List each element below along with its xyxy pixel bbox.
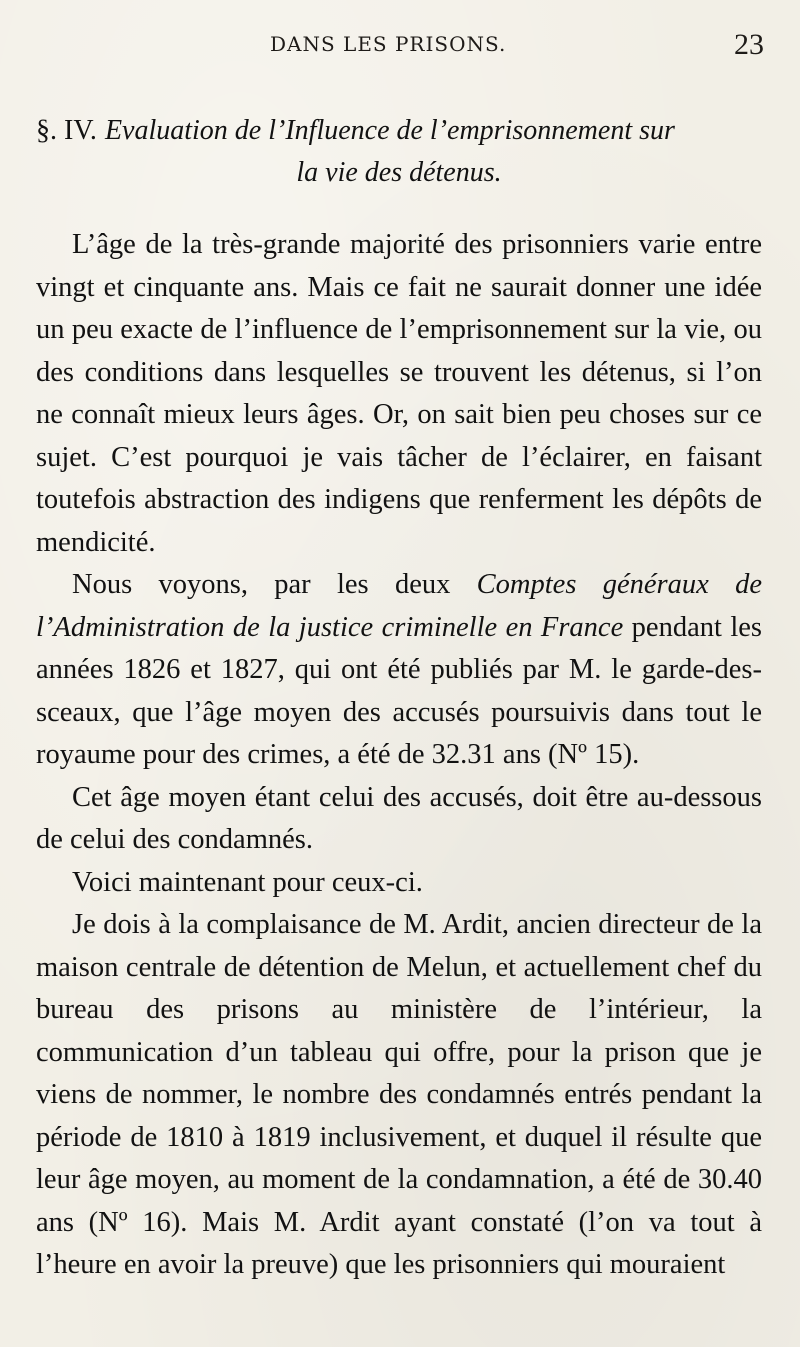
paragraph-2 bbox=[36, 564, 762, 777]
section-heading bbox=[36, 110, 762, 194]
paragraph-2-italic-title: Comptes généraux de l’Administration de la justice criminelle en France bbox=[36, 569, 762, 643]
paragraph-2-part-2: pendant les années 1826 et 1827, qui ont été publiés par M. le garde-des-sceaux, que l’âge moyen des accusés poursuivis dans tout le royaume pour des crimes, a été de 32.31 ans (Nº 15). bbox=[36, 611, 762, 770]
section-title-line-1: Evaluation de l’Influence de l’emprisonnement sur bbox=[104, 115, 675, 146]
paragraph-3: Cet âge moyen étant celui des accusés, doit être au-dessous de celui des condamnés. bbox=[36, 781, 762, 855]
running-header bbox=[0, 22, 800, 62]
section-marker: §. IV. bbox=[36, 115, 97, 146]
running-title: DANS LES PRISONS. bbox=[270, 32, 507, 56]
paragraph-1: L’âge de la très-grande majorité des prisonniers varie entre vingt et cinquante ans. Mais ce fait ne saurait donner une idée un peu exacte de l’influence de l’emprisonnement sur la vie, ou des conditions dans lesquelles se trouvent les détenus, si l’on ne connaît mieux leurs âges. Or, on sait bien peu choses sur ce sujet. C’est pourquoi je vais tâcher de l’éclairer, en faisant toutefois abstraction des indigens que renferment les dépôts de mendicité. bbox=[36, 229, 762, 558]
paragraph-4: Voici maintenant pour ceux-ci. bbox=[72, 866, 423, 898]
paragraph-2-part-1: Nous voyons, par les deux bbox=[72, 569, 477, 600]
page-number: 23 bbox=[734, 28, 764, 61]
paragraph-5: Je dois à la complaisance de M. Ardit, ancien directeur de la maison centrale de détention de Melun, et actuellement chef du bureau des prisons au ministère de l’intérieur, la communication d’un tableau qui offre, pour la prison que je viens de nommer, le nombre des condamnés entrés pendant la période de 1810 à 1819 inclusivement, et duquel il résulte que leur âge moyen, au moment de la condamnation, a été de 30.40 ans (Nº 16). Mais M. Ardit ayant constaté (l’on va tout à l’heure en avoir la preuve) que les prisonniers qui mouraient bbox=[36, 909, 762, 1280]
page-content bbox=[36, 110, 762, 1287]
section-title-line-2: la vie des détenus. bbox=[296, 157, 502, 188]
section-heading-line-1 bbox=[36, 110, 762, 152]
